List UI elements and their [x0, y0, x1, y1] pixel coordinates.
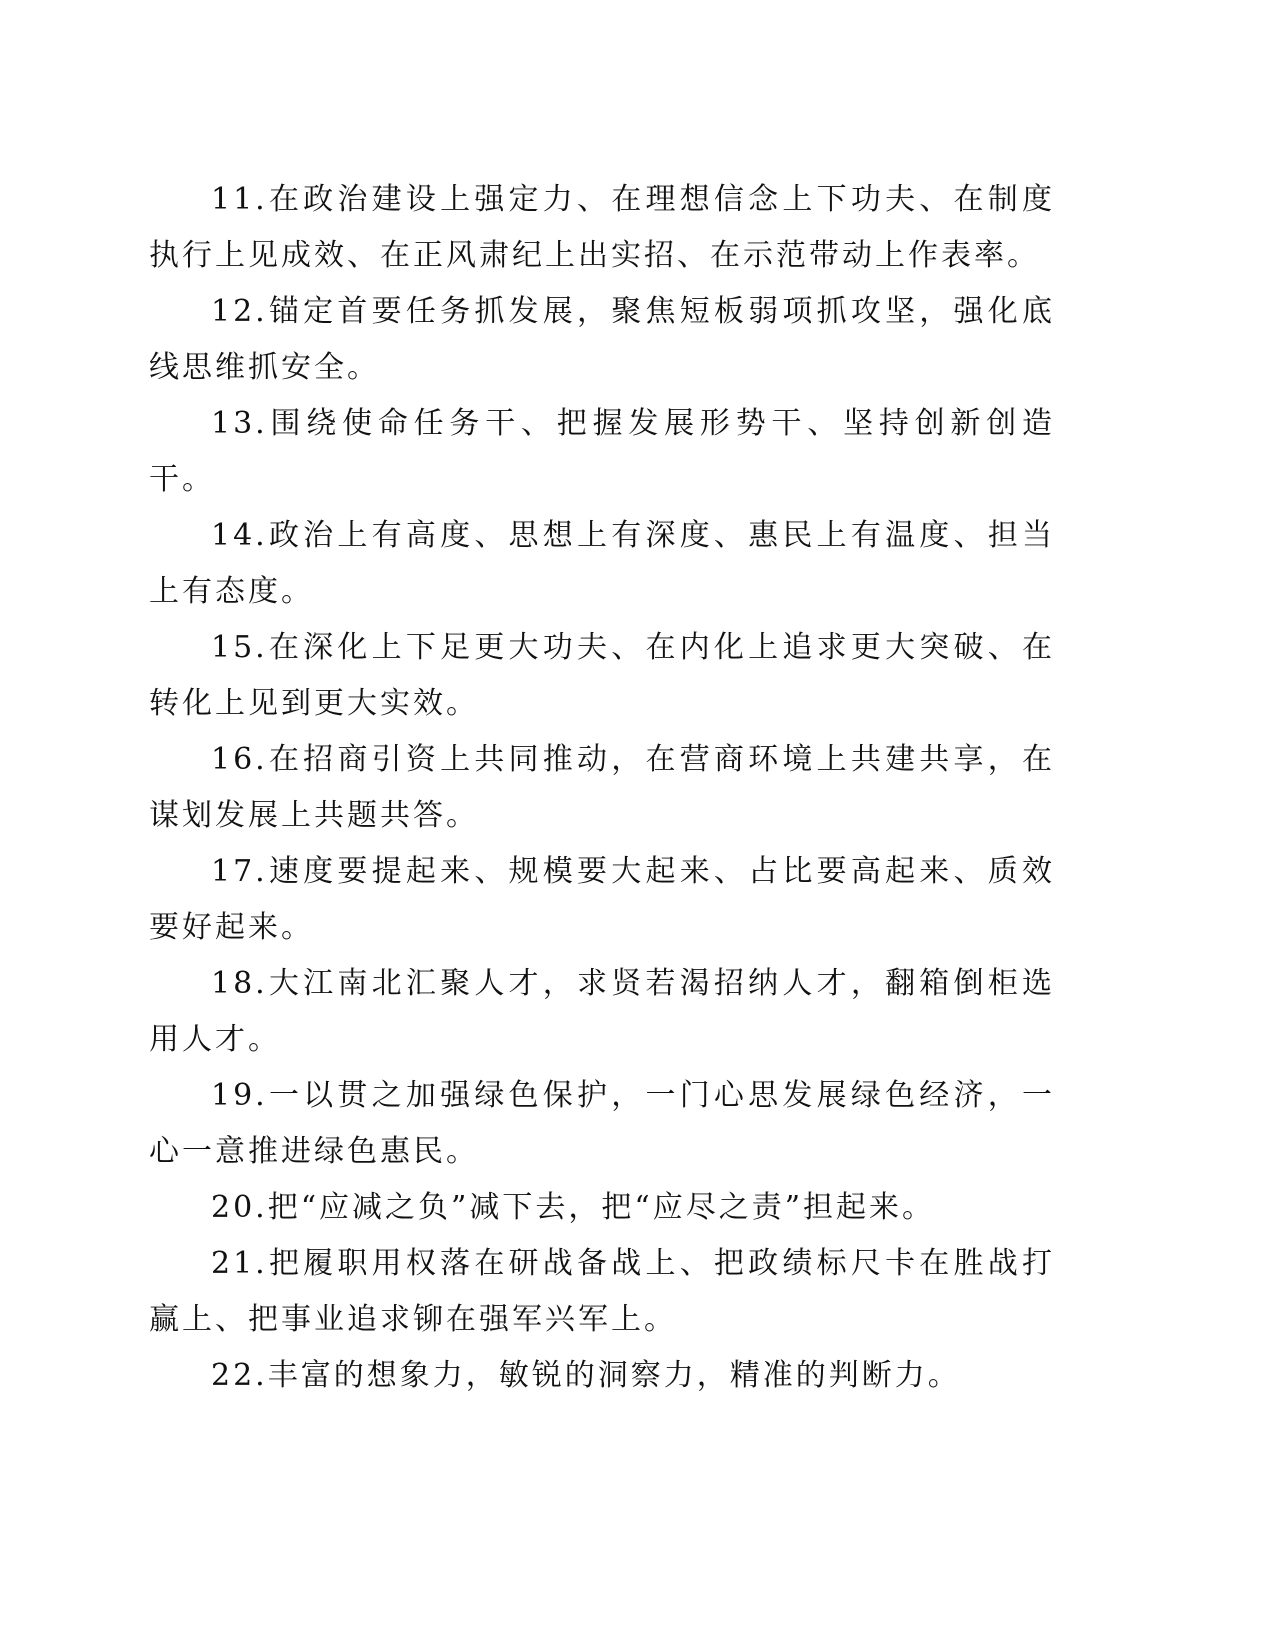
document-body — [149, 172, 1055, 1404]
paragraph-12: 12.锚定首要任务抓发展，聚焦短板弱项抓攻坚，强化底线思维抓安全。 — [149, 294, 1055, 385]
paragraph-16: 16.在招商引资上共同推动，在营商环境上共建共享，在谋划发展上共题共答。 — [149, 742, 1055, 833]
paragraph-19: 19.一以贯之加强绿色保护，一门心思发展绿色经济，一心一意推进绿色惠民。 — [149, 1078, 1055, 1169]
paragraph-17: 17.速度要提起来、规模要大起来、占比要高起来、质效要好起来。 — [149, 854, 1055, 945]
paragraph-14: 14.政治上有高度、思想上有深度、惠民上有温度、担当上有态度。 — [149, 518, 1055, 609]
paragraph-15: 15.在深化上下足更大功夫、在内化上追求更大突破、在转化上见到更大实效。 — [149, 630, 1055, 721]
paragraph-13: 13.围绕使命任务干、把握发展形势干、坚持创新创造干。 — [149, 406, 1055, 497]
paragraph-20: 20.把“应减之负”减下去，把“应尽之责”担起来。 — [211, 1190, 936, 1225]
paragraph-21: 21.把履职用权落在研战备战上、把政绩标尺卡在胜战打赢上、把事业追求铆在强军兴军上。 — [149, 1246, 1055, 1337]
paragraph-22: 22.丰富的想象力，敏锐的洞察力，精准的判断力。 — [211, 1358, 961, 1393]
paragraph-11: 11.在政治建设上强定力、在理想信念上下功夫、在制度执行上见成效、在正风肃纪上出实招、在示范带动上作表率。 — [149, 182, 1055, 273]
paragraph-18: 18.大江南北汇聚人才，求贤若渴招纳人才，翻箱倒柜选用人才。 — [149, 966, 1055, 1057]
